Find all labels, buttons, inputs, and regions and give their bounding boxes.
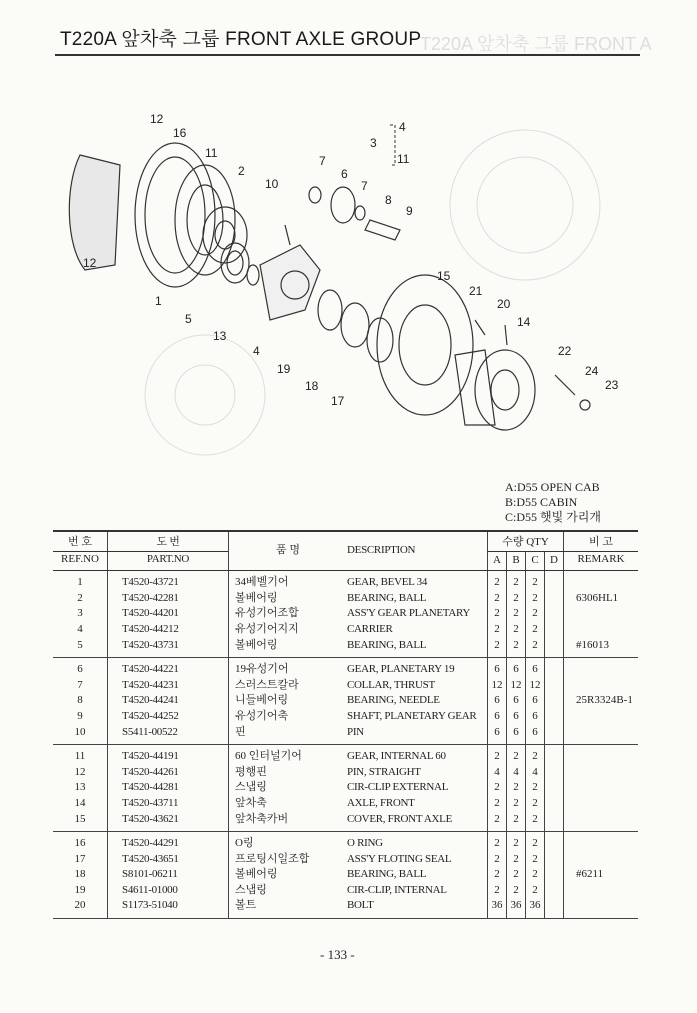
page-title: T220A 앞차축 그룹 FRONT AXLE GROUP xyxy=(60,29,422,50)
qty-d-cell xyxy=(545,898,564,918)
qty-d-cell xyxy=(545,765,564,781)
qty-c-cell: 4 xyxy=(526,765,545,781)
qty-a-cell: 2 xyxy=(488,796,507,812)
remark-cell xyxy=(564,622,639,638)
remark-cell xyxy=(564,780,639,796)
stud-22 xyxy=(555,375,575,395)
remark-cell xyxy=(564,898,639,918)
col-header-qty-d: D xyxy=(545,551,564,571)
callout-label: 12 xyxy=(150,112,164,126)
parts-table xyxy=(53,530,638,919)
qty-c-cell: 2 xyxy=(526,638,545,658)
col-header-qty-a: A xyxy=(488,551,507,571)
remark-cell xyxy=(564,678,639,694)
col-header-ref-kor: 번 호 xyxy=(53,531,108,551)
qty-a-cell: 2 xyxy=(488,832,507,852)
qty-d-cell xyxy=(545,709,564,725)
floating-seal xyxy=(367,318,393,362)
qty-d-cell xyxy=(545,812,564,832)
description-cell: BOLT xyxy=(347,898,488,918)
part-no-cell: T4520-43731 xyxy=(108,638,229,658)
table-row xyxy=(53,765,638,781)
col-header-ref-eng: REF.NO xyxy=(53,551,108,571)
callout-label: 2 xyxy=(238,164,245,178)
part-no-cell: S8101-06211 xyxy=(108,867,229,883)
qty-a-cell: 2 xyxy=(488,606,507,622)
qty-c-cell: 6 xyxy=(526,693,545,709)
callout-label: 13 xyxy=(213,329,227,343)
qty-d-cell xyxy=(545,638,564,658)
ref-no-cell: 4 xyxy=(77,622,83,635)
table-row xyxy=(53,606,638,622)
callout-label: 16 xyxy=(173,126,187,140)
qty-b-cell: 2 xyxy=(507,812,526,832)
qty-c-cell: 2 xyxy=(526,606,545,622)
korean-name-cell: 평행핀 xyxy=(229,765,348,781)
description-cell: CARRIER xyxy=(347,622,393,635)
qty-b-cell: 2 xyxy=(507,638,526,658)
qty-a-cell: 2 xyxy=(488,883,507,899)
table-row xyxy=(53,832,638,852)
remark-cell: #16013 xyxy=(564,638,639,658)
qty-b-cell: 2 xyxy=(507,832,526,852)
planetary-gear xyxy=(331,187,355,223)
remark-cell xyxy=(564,796,639,812)
table-row xyxy=(53,571,638,591)
part-no-cell: T4520-43711 xyxy=(108,796,229,812)
qty-a-cell: 2 xyxy=(488,852,507,868)
remark-cell xyxy=(564,812,639,832)
qty-d-cell xyxy=(545,832,564,852)
callout-label: 18 xyxy=(305,379,319,393)
korean-name-cell: 니들베어링 xyxy=(229,693,348,709)
remark-cell xyxy=(564,832,639,852)
description-cell: GEAR, BEVEL 34 xyxy=(347,576,428,589)
remark-cell xyxy=(564,606,639,622)
qty-d-cell xyxy=(545,658,564,678)
qty-b-cell: 2 xyxy=(507,606,526,622)
qty-c-cell: 2 xyxy=(526,571,545,591)
part-no-cell: T4520-44261 xyxy=(108,765,229,781)
ref-no-cell: 18 xyxy=(74,868,86,881)
qty-a-cell: 4 xyxy=(488,765,507,781)
bolt-21 xyxy=(475,320,485,335)
part-no-cell: T4520-44291 xyxy=(108,832,229,852)
qty-c-cell: 2 xyxy=(526,591,545,607)
description-cell: PIN, STRAIGHT xyxy=(347,765,421,778)
qty-b-cell: 2 xyxy=(507,591,526,607)
description-cell: GEAR, INTERNAL 60 xyxy=(347,750,446,763)
callout-label: 10 xyxy=(265,177,279,191)
callout-label: 4 xyxy=(253,344,260,358)
callout-label: 9 xyxy=(406,204,413,218)
callout-label: 1 xyxy=(155,294,162,308)
korean-name-cell: 19유성기어 xyxy=(229,658,348,678)
korean-name-cell: 유성기어조합 xyxy=(229,606,348,622)
qty-b-cell: 2 xyxy=(507,622,526,638)
table-row xyxy=(53,796,638,812)
exploded-parts-diagram xyxy=(55,95,640,485)
qty-a-cell: 6 xyxy=(488,709,507,725)
korean-name-cell: 볼베어링 xyxy=(229,638,348,658)
qty-b-cell: 6 xyxy=(507,693,526,709)
description-cell: SHAFT, PLANETARY GEAR xyxy=(347,709,477,722)
remark-cell xyxy=(564,658,639,678)
qty-d-cell xyxy=(545,852,564,868)
callout-label: 12 xyxy=(83,256,97,270)
table-row xyxy=(53,898,638,918)
callout-label: 14 xyxy=(517,315,531,329)
qty-b-cell: 2 xyxy=(507,796,526,812)
table-row xyxy=(53,883,638,899)
callout-label: 23 xyxy=(605,378,619,392)
legend-item: C:D55 햇빛 가리개 xyxy=(505,510,601,524)
qty-d-cell xyxy=(545,796,564,812)
ref-no-cell: 13 xyxy=(74,781,86,794)
col-header-remark-eng: REMARK xyxy=(564,551,639,571)
pin-shaft xyxy=(285,225,290,245)
ref-no-cell: 11 xyxy=(74,750,86,763)
qty-c-cell: 2 xyxy=(526,780,545,796)
table-row xyxy=(53,678,638,694)
parts-table-body xyxy=(53,571,638,919)
ref-no-cell: 1 xyxy=(77,576,83,589)
qty-a-cell: 2 xyxy=(488,867,507,883)
table-row xyxy=(53,622,638,638)
qty-d-cell xyxy=(545,622,564,638)
ref-no-cell: 16 xyxy=(74,837,86,850)
remark-cell xyxy=(564,745,639,765)
qty-c-cell: 2 xyxy=(526,832,545,852)
korean-name-cell: 34베벨기어 xyxy=(229,571,348,591)
snap-ring-internal xyxy=(318,290,342,330)
table-row xyxy=(53,693,638,709)
qty-d-cell xyxy=(545,591,564,607)
description-cell: BEARING, BALL xyxy=(347,868,427,881)
col-header-qty: 수량 QTY xyxy=(488,531,564,551)
ref-no-cell: 17 xyxy=(74,852,86,865)
qty-d-cell xyxy=(545,693,564,709)
part-no-cell: T4520-44212 xyxy=(108,622,229,638)
qty-a-cell: 2 xyxy=(488,571,507,591)
table-row xyxy=(53,867,638,883)
qty-d-cell xyxy=(545,780,564,796)
qty-d-cell xyxy=(545,867,564,883)
qty-d-cell xyxy=(545,571,564,591)
ball-bearing-6211 xyxy=(341,303,369,347)
korean-name-cell: 앞차축카버 xyxy=(229,812,348,832)
remark-cell: 25R3324B-1 xyxy=(564,693,639,709)
part-no-cell: T4520-44241 xyxy=(108,693,229,709)
callout-label: 7 xyxy=(361,179,368,193)
qty-b-cell: 6 xyxy=(507,725,526,745)
korean-name-cell: 스냅링 xyxy=(229,780,348,796)
description-cell: GEAR, PLANETARY 19 xyxy=(347,663,455,676)
ref-no-cell: 5 xyxy=(53,638,108,658)
page-number: - 133 - xyxy=(320,947,355,962)
table-row xyxy=(53,591,638,607)
remark-cell xyxy=(564,571,639,591)
callout-label: 11 xyxy=(397,152,410,166)
qty-d-cell xyxy=(545,883,564,899)
qty-c-cell: 2 xyxy=(526,745,545,765)
ref-no-cell: 8 xyxy=(77,694,83,707)
qty-a-cell: 2 xyxy=(488,812,507,832)
qty-a-cell: 2 xyxy=(488,622,507,638)
model-legend xyxy=(505,480,601,525)
part-no-cell: T4520-44281 xyxy=(108,780,229,796)
callout-label: 19 xyxy=(277,362,291,376)
qty-d-cell xyxy=(545,678,564,694)
qty-b-cell: 12 xyxy=(507,678,526,694)
qty-a-cell: 2 xyxy=(488,591,507,607)
legend-item: A:D55 OPEN CAB xyxy=(505,480,600,494)
qty-b-cell: 2 xyxy=(507,780,526,796)
korean-name-cell: 볼베어링 xyxy=(229,591,348,607)
ref-no-cell: 15 xyxy=(53,812,108,832)
callout-label: 15 xyxy=(437,269,451,283)
needle-bearing xyxy=(365,220,400,240)
callout-label: 21 xyxy=(469,284,483,298)
qty-c-cell: 2 xyxy=(526,796,545,812)
bleed-through-drawing xyxy=(145,130,600,455)
qty-a-cell: 6 xyxy=(488,693,507,709)
ref-no-cell: 12 xyxy=(74,765,86,778)
callout-label: 24 xyxy=(585,364,599,378)
qty-c-cell: 36 xyxy=(526,898,545,918)
housing-part xyxy=(69,155,120,270)
table-row xyxy=(53,780,638,796)
remark-cell xyxy=(564,852,639,868)
qty-a-cell: 2 xyxy=(488,638,507,658)
table-row xyxy=(53,725,638,745)
qty-c-cell: 2 xyxy=(526,883,545,899)
qty-a-cell: 2 xyxy=(488,745,507,765)
korean-name-cell: 60 인터널기어 xyxy=(229,745,348,765)
col-header-name-kor: 품 명 xyxy=(229,531,348,571)
carrier xyxy=(260,245,320,320)
korean-name-cell: 앞차축 xyxy=(229,796,348,812)
title-rule xyxy=(55,54,640,56)
remark-cell: #6211 xyxy=(564,867,639,883)
qty-d-cell xyxy=(545,745,564,765)
callout-label: 7 xyxy=(319,154,326,168)
korean-name-cell: 유성기어축 xyxy=(229,709,348,725)
qty-b-cell: 6 xyxy=(507,709,526,725)
qty-c-cell: 2 xyxy=(526,622,545,638)
qty-c-cell: 6 xyxy=(526,658,545,678)
part-no-cell: T4520-43621 xyxy=(108,812,229,832)
description-cell: BEARING, NEEDLE xyxy=(347,694,440,707)
axle-flange xyxy=(475,350,535,430)
table-row xyxy=(53,745,638,765)
qty-c-cell: 2 xyxy=(526,812,545,832)
ref-no-cell: 9 xyxy=(77,709,83,722)
front-axle-cover xyxy=(377,275,473,415)
ref-no-cell: 14 xyxy=(74,796,86,809)
part-no-cell: T4520-44252 xyxy=(108,709,229,725)
description-cell: COLLAR, THRUST xyxy=(347,678,435,691)
col-header-qty-b: B xyxy=(507,551,526,571)
legend-item: B:D55 CABIN xyxy=(505,495,578,509)
callout-label: 11 xyxy=(205,146,218,160)
part-no-cell: T4520-44191 xyxy=(108,745,229,765)
qty-a-cell: 6 xyxy=(488,725,507,745)
callout-label: 5 xyxy=(185,312,192,326)
qty-c-cell: 6 xyxy=(526,725,545,745)
callout-label: 8 xyxy=(385,193,392,207)
qty-d-cell xyxy=(545,725,564,745)
remark-cell xyxy=(564,709,639,725)
table-row xyxy=(53,638,638,658)
qty-c-cell: 6 xyxy=(526,709,545,725)
remark-cell xyxy=(564,765,639,781)
korean-name-cell: 핀 xyxy=(229,725,348,745)
ref-no-cell: 3 xyxy=(77,607,83,620)
description-cell: ASS'Y GEAR PLANETARY xyxy=(347,607,471,620)
remark-cell: 6306HL1 xyxy=(564,591,639,607)
callout-label: 4 xyxy=(399,120,406,134)
qty-c-cell: 2 xyxy=(526,852,545,868)
part-no-cell: S5411-00522 xyxy=(108,725,229,745)
description-cell: AXLE, FRONT xyxy=(347,796,415,809)
callout-label: 20 xyxy=(497,297,511,311)
callout-label: 17 xyxy=(331,394,345,408)
qty-b-cell: 36 xyxy=(507,898,526,918)
korean-name-cell: 유성기어지지 xyxy=(229,622,348,638)
remark-cell xyxy=(564,883,639,899)
qty-b-cell: 2 xyxy=(507,571,526,591)
nut-23 xyxy=(580,400,590,410)
ref-no-cell: 20 xyxy=(53,898,108,918)
part-no-cell: S4611-01000 xyxy=(108,883,229,899)
qty-a-cell: 6 xyxy=(488,658,507,678)
col-header-part-eng: PART.NO xyxy=(108,551,229,571)
ref-no-cell: 10 xyxy=(53,725,108,745)
remark-cell xyxy=(564,725,639,745)
part-no-cell: T4520-44231 xyxy=(108,678,229,694)
description-cell: CIR-CLIP, INTERNAL xyxy=(347,883,447,896)
description-cell: BEARING, BALL xyxy=(347,591,427,604)
qty-b-cell: 2 xyxy=(507,867,526,883)
qty-b-cell: 2 xyxy=(507,883,526,899)
table-row xyxy=(53,658,638,678)
korean-name-cell: O링 xyxy=(229,832,348,852)
col-header-description: DESCRIPTION xyxy=(347,531,488,571)
snap-ring xyxy=(247,265,259,285)
table-row xyxy=(53,709,638,725)
korean-name-cell: 스러스트칼라 xyxy=(229,678,348,694)
ref-no-cell: 7 xyxy=(77,678,83,691)
col-header-qty-c: C xyxy=(526,551,545,571)
col-header-remark-kor: 비 고 xyxy=(564,531,639,551)
part-no-cell: T4520-43721 xyxy=(108,571,229,591)
qty-a-cell: 12 xyxy=(488,678,507,694)
part-no-cell: T4520-42281 xyxy=(108,591,229,607)
qty-c-cell: 2 xyxy=(526,867,545,883)
qty-d-cell xyxy=(545,606,564,622)
qty-c-cell: 12 xyxy=(526,678,545,694)
ref-no-cell: 19 xyxy=(74,883,86,896)
korean-name-cell: 볼트 xyxy=(229,898,348,918)
table-row xyxy=(53,812,638,832)
ref-no-cell: 2 xyxy=(77,591,83,604)
qty-b-cell: 2 xyxy=(507,852,526,868)
qty-a-cell: 36 xyxy=(488,898,507,918)
table-row xyxy=(53,852,638,868)
ref-no-cell: 6 xyxy=(77,663,83,676)
description-cell: PIN xyxy=(347,725,488,745)
qty-a-cell: 2 xyxy=(488,780,507,796)
callout-label: 6 xyxy=(341,167,348,181)
description-cell: ASS'Y FLOTING SEAL xyxy=(347,852,452,865)
korean-name-cell: 볼베어링 xyxy=(229,867,348,883)
description-cell: COVER, FRONT AXLE xyxy=(347,812,488,832)
description-cell: BEARING, BALL xyxy=(347,638,488,658)
qty-b-cell: 2 xyxy=(507,745,526,765)
description-cell: CIR-CLIP EXTERNAL xyxy=(347,781,449,794)
bolt-20 xyxy=(505,325,507,345)
korean-name-cell: 스냅링 xyxy=(229,883,348,899)
bleed-through-text: T220A 앞차축 그룹 FRONT A xyxy=(420,34,652,54)
part-no-cell: S1173-51040 xyxy=(108,898,229,918)
callout-label: 3 xyxy=(370,136,377,150)
part-no-cell: T4520-44221 xyxy=(108,658,229,678)
callout-label: 22 xyxy=(558,344,572,358)
part-no-cell: T4520-44201 xyxy=(108,606,229,622)
korean-name-cell: 프로팅시일조합 xyxy=(229,852,348,868)
col-header-part-kor: 도 번 xyxy=(108,531,229,551)
description-cell: O RING xyxy=(347,837,383,850)
qty-b-cell: 4 xyxy=(507,765,526,781)
part-no-cell: T4520-43651 xyxy=(108,852,229,868)
qty-b-cell: 6 xyxy=(507,658,526,678)
